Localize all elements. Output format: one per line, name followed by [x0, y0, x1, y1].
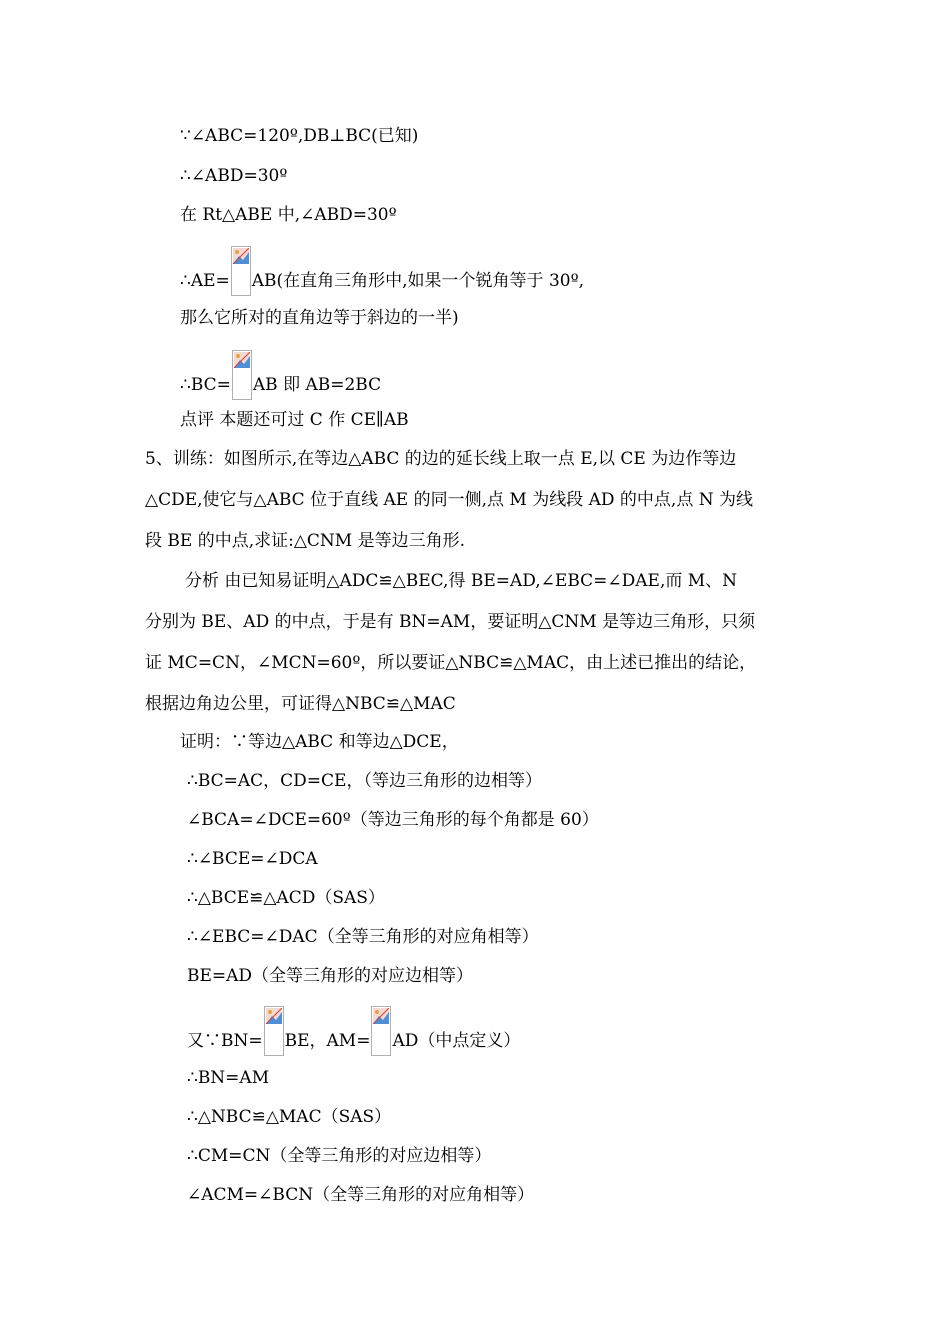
text-line: 证明：∵等边△ABC 和等边△DCE， — [180, 732, 459, 752]
text-segment: BE，AM= — [284, 1031, 371, 1051]
text-line: ∠ACM=∠BCN（全等三角形的对应角相等） — [187, 1185, 535, 1205]
text-segment: ∴BC= — [180, 375, 231, 395]
broken-image-icon — [231, 246, 251, 296]
text-segment: ∴AE= — [180, 271, 230, 291]
text-line: ∴△NBC≌△MAC（SAS） — [187, 1107, 392, 1127]
text-line: 分析 由已知易证明△ADC≌△BEC,得 BE=AD,∠EBC=∠DAE,而 M、N — [185, 571, 738, 591]
text-line: BE=AD（全等三角形的对应边相等） — [187, 966, 474, 986]
text-line: ∴∠EBC=∠DAC（全等三角形的对应角相等） — [187, 927, 539, 947]
text-line-with-image — [187, 1000, 520, 1056]
broken-image-icon — [371, 1006, 391, 1056]
text-line: ∴△BCE≌△ACD（SAS） — [187, 888, 385, 908]
text-line-with-image — [180, 240, 584, 296]
broken-image-icon — [264, 1006, 284, 1056]
broken-image-icon — [232, 350, 252, 400]
text-segment: AD（中点定义） — [392, 1031, 521, 1051]
text-line: 在 Rt△ABE 中,∠ABD=30º — [180, 205, 397, 225]
text-segment: 又∵BN= — [187, 1031, 263, 1051]
text-line: ∴BC=AC，CD=CE，（等边三角形的边相等） — [187, 771, 542, 791]
text-line: ∴∠BCE=∠DCA — [187, 849, 318, 869]
text-line: ∴∠ABD=30º — [180, 166, 288, 186]
text-line-with-image — [180, 344, 381, 400]
text-line: ∠BCA=∠DCE=60º（等边三角形的每个角都是 60） — [187, 810, 599, 830]
text-line: 5、训练：如图所示,在等边△ABC 的边的延长线上取一点 E,以 CE 为边作等边 — [145, 449, 737, 469]
text-segment: AB(在直角三角形中,如果一个锐角等于 30º, — [251, 271, 584, 291]
text-segment: AB 即 AB=2BC — [252, 375, 382, 395]
text-line: 根据边角边公里，可证得△NBC≌△MAC — [145, 694, 456, 714]
text-line: ∴CM=CN（全等三角形的对应边相等） — [187, 1146, 492, 1166]
text-line: 那么它所对的直角边等于斜边的一半) — [180, 308, 459, 328]
text-line: 段 BE 的中点,求证:△CNM 是等边三角形. — [145, 531, 466, 551]
text-line: 分别为 BE、AD 的中点，于是有 BN=AM，要证明△CNM 是等边三角形，只须 — [145, 612, 756, 632]
text-line: 点评 本题还可过 C 作 CE∥AB — [180, 410, 409, 430]
text-line: ∴BN=AM — [187, 1068, 270, 1088]
text-line: 证 MC=CN，∠MCN=60º，所以要证△NBC≌△MAC，由上述已推出的结论， — [145, 653, 757, 673]
text-line: △CDE,使它与△ABC 位于直线 AE 的同一侧,点 M 为线段 AD 的中点,点 N 为线 — [145, 490, 754, 510]
text-line: ∵∠ABC=120º,DB⊥BC(已知) — [180, 126, 419, 146]
